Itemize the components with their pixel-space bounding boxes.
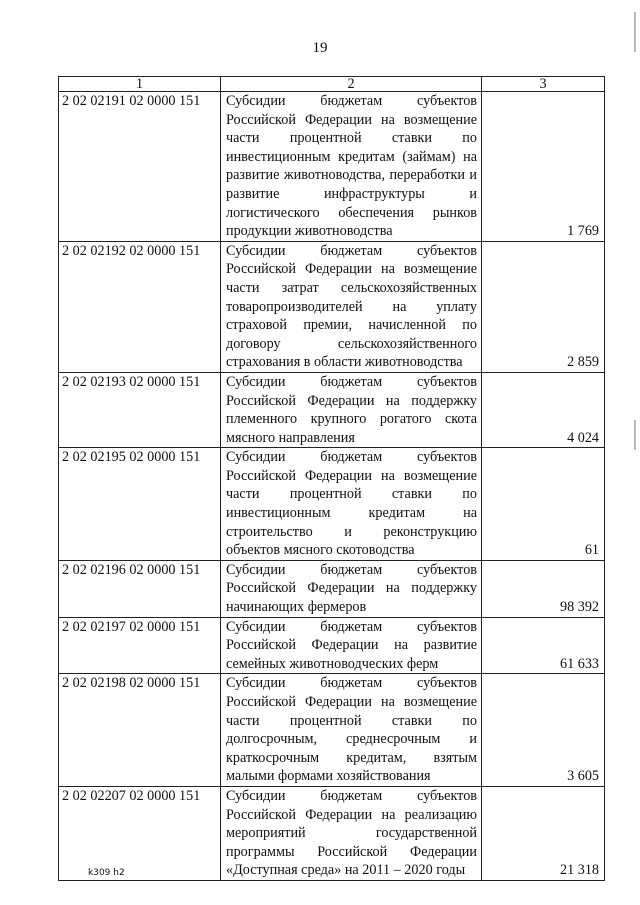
row-amount: 98 392 [482,560,605,617]
row-description: Субсидии бюджетам субъектов Российской Федерации на возмещение части процентной ставки по долгосрочным, среднесрочным и краткосрочным кредитам, взятым малыми формами хозяйствования [221,674,482,787]
row-code: 2 02 02198 02 0000 151 [59,674,221,787]
row-amount: 1 769 [482,92,605,242]
column-header-2: 2 [221,77,482,92]
table-row [59,617,605,674]
table-row [59,241,605,372]
row-code: 2 02 02197 02 0000 151 [59,617,221,674]
scan-edge-mark [634,420,636,450]
row-description: Субсидии бюджетам субъектов Российской Федерации на возмещение части процентной ставки по инвестиционным кредитам на строительство и реконструкцию объектов мясного скотоводства [221,448,482,561]
row-amount: 2 859 [482,241,605,372]
row-description: Субсидии бюджетам субъектов Российской Федерации на поддержку начинающих фермеров [221,560,482,617]
row-code: 2 02 02195 02 0000 151 [59,448,221,561]
column-header-1: 1 [59,77,221,92]
row-amount: 3 605 [482,674,605,787]
row-code: 2 02 02192 02 0000 151 [59,241,221,372]
table-row [59,372,605,447]
table-row [59,92,605,242]
row-code: 2 02 02207 02 0000 151 [59,786,221,880]
footer-code: k309 h2 [88,868,125,878]
budget-table [58,76,605,881]
row-description: Субсидии бюджетам субъектов Российской Федерации на поддержку племенного крупного рогатого скота мясного направления [221,372,482,447]
table-row [59,448,605,561]
row-code: 2 02 02196 02 0000 151 [59,560,221,617]
row-description: Субсидии бюджетам субъектов Российской Федерации на возмещение части затрат сельскохозяйственных товаропроизводителей на уплату страховой премии, начисленной по договору сельскохозяйственного страхования в области животноводства [221,241,482,372]
row-amount: 21 318 [482,786,605,880]
table-row [59,560,605,617]
table-row [59,674,605,787]
row-amount: 4 024 [482,372,605,447]
column-header-3: 3 [482,77,605,92]
row-description: Субсидии бюджетам субъектов Российской Федерации на возмещение части процентной ставки по инвестиционным кредитам (займам) на развитие животноводства, переработки и развитие инфраструктуры и логистического обеспечения рынков продукции животноводства [221,92,482,242]
row-amount: 61 633 [482,617,605,674]
page-number: 19 [312,40,328,56]
row-description: Субсидии бюджетам субъектов Российской Федерации на развитие семейных животноводческих ферм [221,617,482,674]
table-row [59,786,605,880]
row-code: 2 02 02193 02 0000 151 [59,372,221,447]
row-code: 2 02 02191 02 0000 151 [59,92,221,242]
row-description: Субсидии бюджетам субъектов Российской Федерации на реализацию мероприятий государственной программы Российской Федерации «Доступная среда» на 2011 – 2020 годы [221,786,482,880]
scan-edge-mark [634,12,636,52]
header-row [59,77,605,92]
row-amount: 61 [482,448,605,561]
